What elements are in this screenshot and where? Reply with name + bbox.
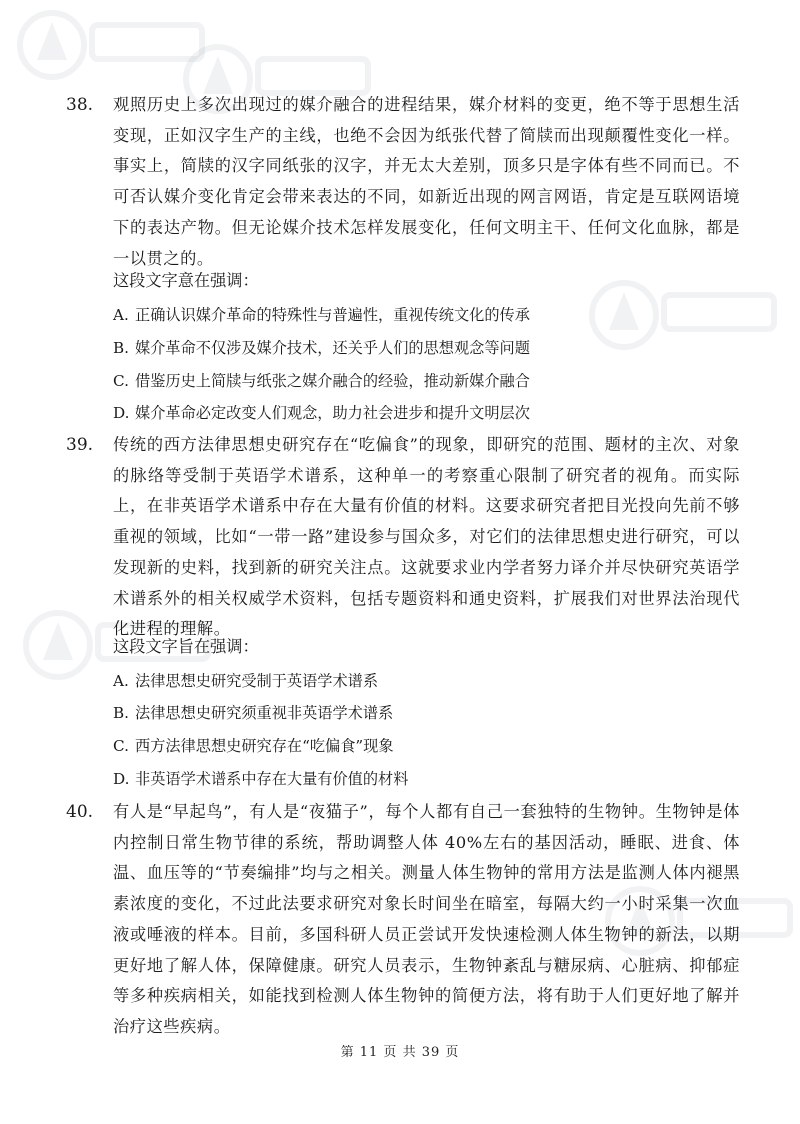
option-text: 媒介革命不仅涉及媒介技术，还关乎人们的思想观念等问题 [135,339,530,357]
option-b[interactable] [113,333,530,363]
option-letter: C. [113,737,129,755]
question-text: 观照历史上多次出现过的媒介融合的进程结果，媒介材料的变更，绝不等于思想生活变现，正如汉字生产的主线，也绝不会因为纸张代替了简牍而出现颠覆性变化一样。事实上，简牍的汉字同纸张的汉字，并无太大差别，顶多只是字体有些不同而已。不可否认媒介变化肯定会带来表达的不同，如新近出现的网言网语，肯定是互联网语境下的表达产物。但无论媒介技术怎样发展变化，任何文明主干、任何文化血脉，都是一以贯之的。 [113,95,740,268]
option-text: 借鉴历史上简牍与纸张之媒介融合的经验，推动新媒介融合 [135,372,530,390]
option-letter: A. [113,306,129,324]
option-c[interactable] [113,366,530,396]
option-letter: B. [113,339,129,357]
option-a[interactable] [113,666,378,696]
option-d[interactable] [113,398,530,428]
option-text: 法律思想史研究受制于英语学术谱系 [135,672,378,690]
option-letter: B. [113,704,129,722]
option-d[interactable] [113,764,408,794]
option-b[interactable] [113,698,393,728]
option-text: 非英语学术谱系中存在大量有价值的材料 [135,770,409,788]
question-text: 传统的西方法律思想史研究存在“吃偏食”的现象，即研究的范围、题材的主次、对象的脉络等受制于英语学术谱系，这种单一的考察重心限制了研究者的视角。而实际上，在非英语学术谱系中存在大量有价值的材料。这要求研究者把目光投向先前不够重视的领域，比如“一带一路”建设参与国众多，对它们的法律思想史进行研究，可以发现新的史料，找到新的研究关注点。这就要求业内学者努力译介并尽快研究英语学术谱系外的相关权威学术资料，包括专题资料和通史资料，扩展我们对世界法治现代化进程的理解。 [113,435,740,639]
option-letter: D. [113,770,130,788]
question-number: 38. [66,95,94,115]
option-text: 法律思想史研究须重视非英语学术谱系 [135,704,394,722]
question-number: 40. [66,802,94,822]
page-footer: 第 11 页 共 39 页 [340,1045,460,1060]
option-a[interactable] [113,300,530,330]
option-text: 媒介革命必定改变人们观念，助力社会进步和提升文明层次 [135,404,530,422]
option-text: 正确认识媒介革命的特殊性与普遍性，重视传统文化的传承 [135,306,530,324]
option-letter: C. [113,372,129,390]
question-stem: 这段文字意在强调： [113,271,259,290]
question-stem: 这段文字旨在强调： [113,637,259,656]
option-c[interactable] [113,731,394,761]
option-text: 西方法律思想史研究存在“吃偏食”现象 [135,737,394,755]
question-text: 有人是“早起鸟”，有人是“夜猫子”，每个人都有自己一套独特的生物钟。生物钟是体内控制日常生物节律的系统，帮助调整人体 40%左右的基因活动，睡眠、进食、体温、血压等的“节奏编排”均与之相关。测量人体生物钟的常用方法是监测人体内褪黑素浓度的变化，不过此法要求研究对象长时间坐在暗室，每隔大约一小时采集一次血液或唾液的样本。目前，多国科研人员正尝试开发快速检测人体生物钟的新法，以期更好地了解人体，保障健康。研究人员表示，生物钟紊乱与糖尿病、心脏病、抑郁症等多种疾病相关，如能找到检测人体生物钟的简便方法，将有助于人们更好地了解并治疗这些疾病。 [113,802,740,1036]
option-letter: A. [113,672,129,690]
option-letter: D. [113,404,130,422]
question-number: 39. [66,435,94,455]
